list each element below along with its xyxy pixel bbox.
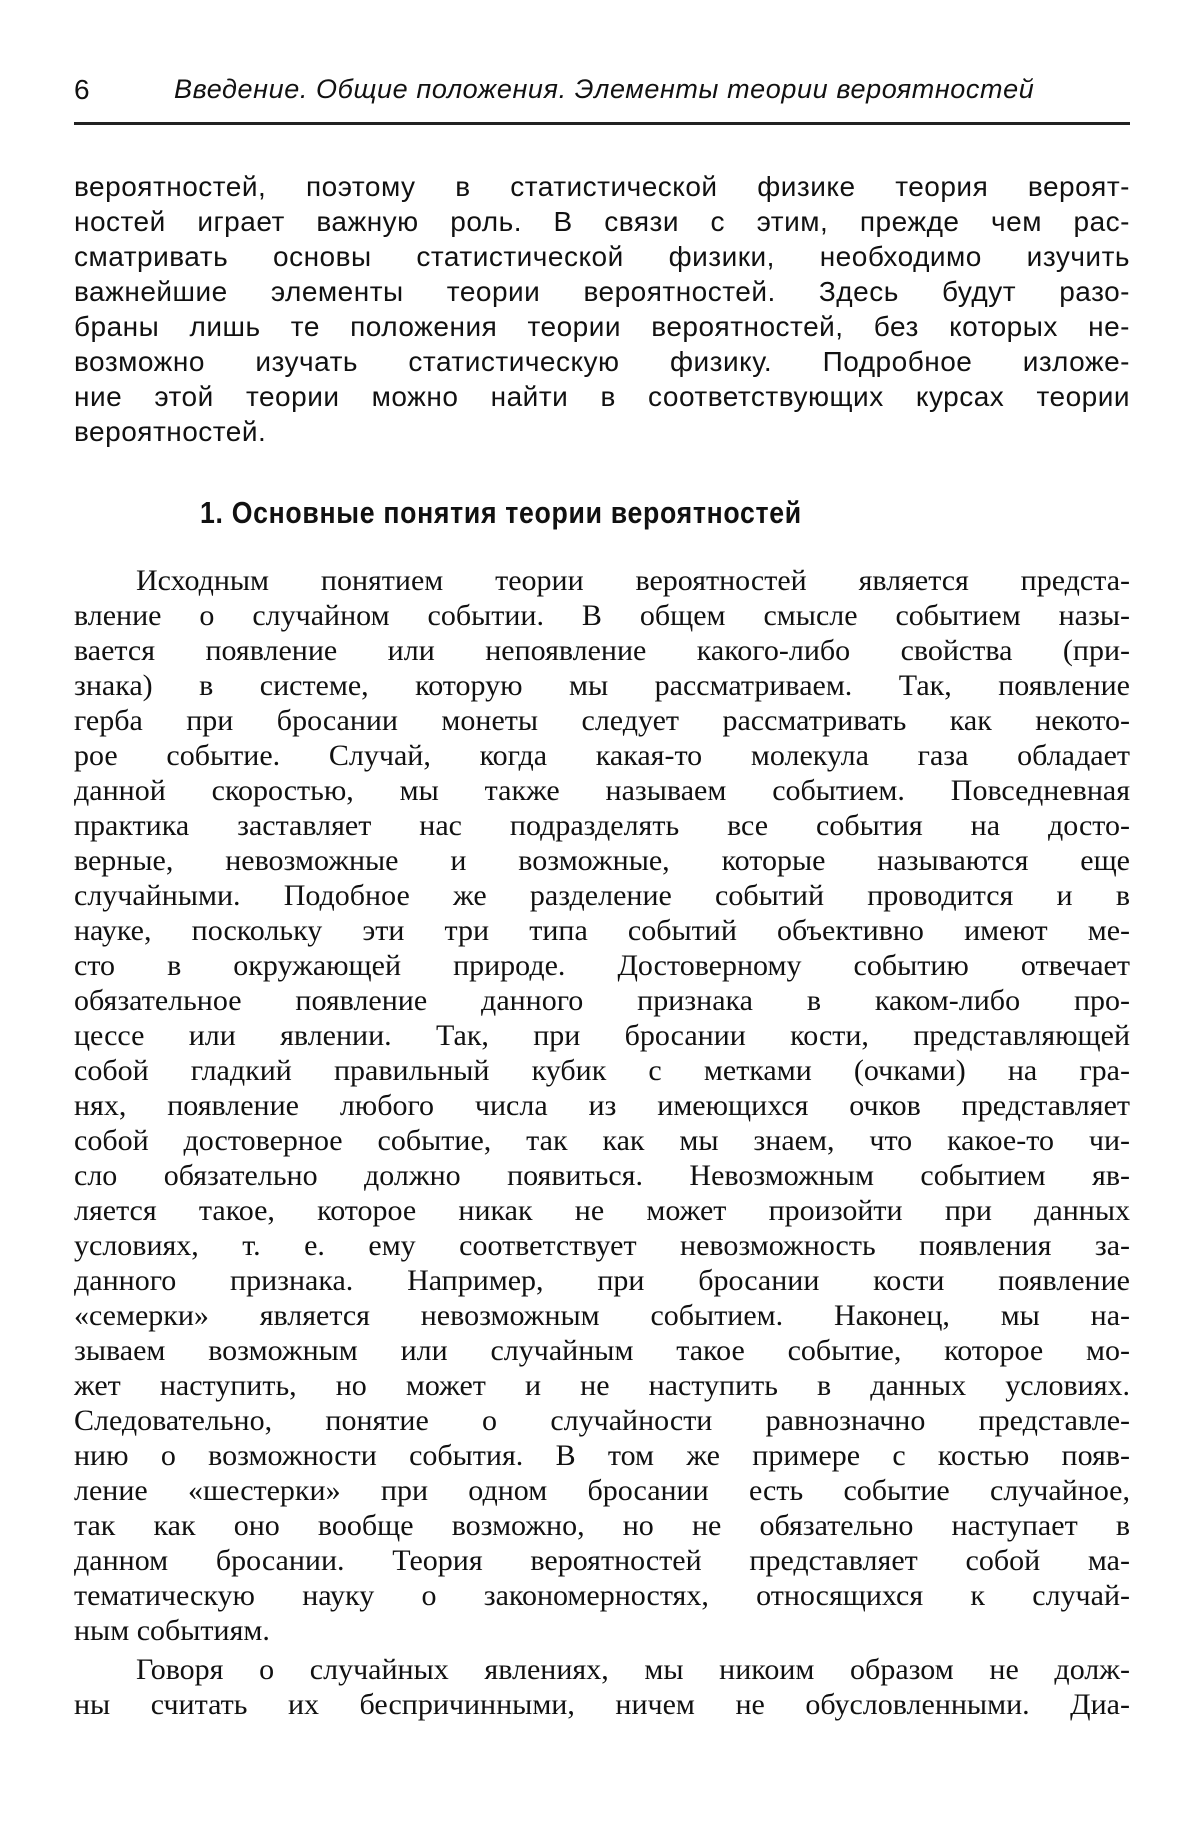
intro-line: ние этой теории можно найти в соответствующих курсах теории bbox=[74, 381, 1130, 412]
intro-line: вероятностей. bbox=[74, 416, 267, 447]
body-line: «семерки» является невозможным событием. Наконец, мы на- bbox=[74, 1299, 1130, 1332]
body-line: данного признака. Например, при бросании кости появление bbox=[74, 1264, 1130, 1297]
body-line: вление о случайном событии. В общем смысле событием назы- bbox=[74, 599, 1130, 632]
body-line: вается появление или непоявление какого-либо свойства (при- bbox=[74, 634, 1130, 667]
body-line: герба при бросании монеты следует рассматривать как некото- bbox=[74, 704, 1130, 737]
body-line: знака) в системе, которую мы рассматриваем. Так, появление bbox=[74, 669, 1130, 702]
body-line: собой достоверное событие, так как мы знаем, что какое-то чи- bbox=[74, 1124, 1130, 1157]
body-line: цессе или явлении. Так, при бросании кости, представляющей bbox=[74, 1019, 1130, 1052]
body-line: условиях, т. е. ему соответствует невозможность появления за- bbox=[74, 1229, 1130, 1262]
body-line: сло обязательно должно появиться. Невозможным событием яв- bbox=[74, 1159, 1130, 1192]
body-line: собой гладкий правильный кубик с метками (очками) на гра- bbox=[74, 1054, 1130, 1087]
body-line: нях, появление любого числа из имеющихся очков представляет bbox=[74, 1089, 1130, 1122]
intro-line: браны лишь те положения теории вероятностей, без которых не- bbox=[74, 311, 1130, 342]
running-header bbox=[74, 64, 1130, 125]
body-line: данной скоростью, мы также называем событием. Повседневная bbox=[74, 774, 1130, 807]
body-line: сто в окружающей природе. Достоверному событию отвечает bbox=[74, 949, 1130, 982]
page-number: 6 bbox=[74, 74, 90, 105]
body-line: случайными. Подобное же разделение событий проводится и в bbox=[74, 879, 1130, 912]
body-line: ляется такое, которое никак не может произойти при данных bbox=[74, 1194, 1130, 1227]
body-line: зываем возможным или случайным такое событие, которое мо- bbox=[74, 1334, 1130, 1367]
running-header-title: Введение. Общие положения. Элементы теории вероятностей bbox=[174, 74, 1035, 104]
body-line: верные, невозможные и возможные, которые называются еще bbox=[74, 844, 1130, 877]
body-line: Говоря о случайных явлениях, мы никоим образом не долж- bbox=[136, 1653, 1130, 1686]
body-line: нию о возможности события. В том же примере с костью появ- bbox=[74, 1439, 1130, 1472]
intro-line: важнейшие элементы теории вероятностей. Здесь будут разо- bbox=[74, 276, 1130, 307]
body-line: Следовательно, понятие о случайности равнозначно представле- bbox=[74, 1404, 1130, 1437]
body-line: Исходным понятием теории вероятностей является предста- bbox=[136, 564, 1130, 597]
body-line: ным событиям. bbox=[74, 1614, 270, 1647]
intro-line: возможно изучать статистическую физику. Подробное изложе- bbox=[74, 346, 1130, 377]
intro-line: сматривать основы статистической физики, необходимо изучить bbox=[74, 241, 1130, 272]
body-line: ление «шестерки» при одном бросании есть событие случайное, bbox=[74, 1474, 1130, 1507]
intro-line: ностей играет важную роль. В связи с этим, прежде чем рас- bbox=[74, 206, 1130, 237]
body-line: жет наступить, но может и не наступить в данных условиях. bbox=[74, 1369, 1130, 1402]
body-line: обязательное появление данного признака в каком-либо про- bbox=[74, 984, 1130, 1017]
intro-line: вероятностей, поэтому в статистической физике теория вероят- bbox=[74, 171, 1130, 202]
body-line: данном бросании. Теория вероятностей представляет собой ма- bbox=[74, 1544, 1130, 1577]
body-line: ны считать их беспричинными, ничем не обусловленными. Диа- bbox=[74, 1688, 1130, 1721]
body-line: так как оно вообще возможно, но не обязательно наступает в bbox=[74, 1509, 1130, 1542]
body-line: практика заставляет нас подразделять все события на досто- bbox=[74, 809, 1130, 842]
body-line: рое событие. Случай, когда какая-то молекула газа обладает bbox=[74, 739, 1130, 772]
section-heading: 1. Основные понятия теории вероятностей bbox=[200, 495, 802, 530]
body-line: науке, поскольку эти три типа событий объективно имеют ме- bbox=[74, 914, 1130, 947]
body-line: тематическую науку о закономерностях, относящихся к случай- bbox=[74, 1579, 1130, 1612]
